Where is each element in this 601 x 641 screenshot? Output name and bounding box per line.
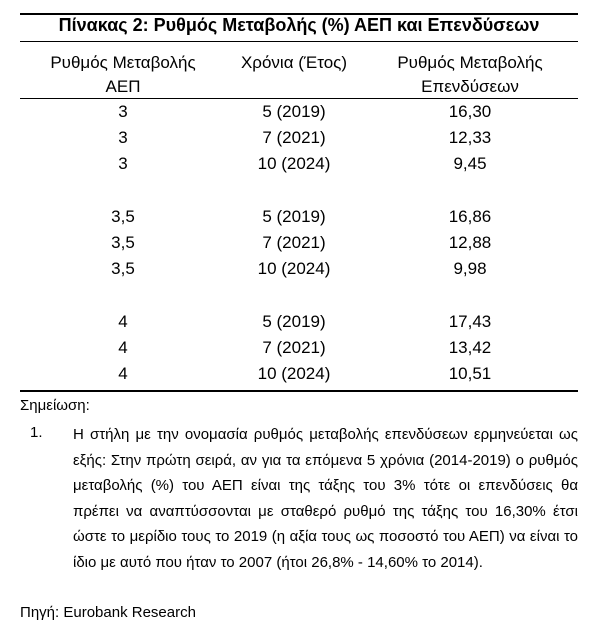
header-investment-growth <box>362 51 578 99</box>
source-line: Πηγή: Eurobank Research <box>20 604 196 621</box>
cell-gdp: 3,5 <box>111 207 135 226</box>
title-bottom-rule <box>20 41 578 42</box>
cell-investment: 16,86 <box>448 207 492 226</box>
cell-investment: 12,88 <box>448 233 492 252</box>
cell-gdp: 3,5 <box>111 233 135 252</box>
notes-heading: Σημείωση: <box>20 397 90 414</box>
table-title: Πίνακας 2: Ρυθμός Μεταβολής (%) ΑΕΠ και Επενδύσεων <box>58 15 540 35</box>
cell-investment: 17,43 <box>448 312 492 331</box>
cell-gdp: 4 <box>118 338 128 357</box>
cell-years: 7 (2021) <box>262 338 326 357</box>
cell-investment: 13,42 <box>448 338 492 357</box>
note-text: Η στήλη με την ονομασία ρυθμός μεταβολής επενδύσεων ερμηνεύεται ως εξής: Στην πρώτη σειρά, αν για τα επόμενα 5 χρόνια (2014-2019) ο ρυθμός μεταβολής (%) του ΑΕΠ είναι της τάξης του 3% τότε οι επενδύσεις θα πρέπει να αναπτύσσονται με σταθερό ρυθμό της τάξης του 16,30% έτσι ώστε το μερίδιο τους το 2019 (η αξία τους ως ποσοστό του ΑΕΠ) να είναι το ίδιο με αυτό που ήταν το 2007 (ήτοι 26,8% - 14,60% το 2014). <box>73 426 578 571</box>
cell-years: 7 (2021) <box>262 128 326 147</box>
cell-gdp: 4 <box>118 312 128 331</box>
cell-investment: 9,45 <box>453 154 487 173</box>
cell-investment: 9,98 <box>453 259 487 278</box>
cell-years: 5 (2019) <box>262 102 326 121</box>
cell-years: 10 (2024) <box>257 364 331 383</box>
cell-gdp: 4 <box>118 364 128 383</box>
cell-years: 10 (2024) <box>257 259 331 278</box>
header-gdp-line-2: ΑΕΠ <box>105 77 141 96</box>
cell-gdp: 3 <box>118 154 128 173</box>
header-years-line-1: Χρόνια (Έτος) <box>240 53 348 72</box>
cell-years: 5 (2019) <box>262 312 326 331</box>
cell-investment: 16,30 <box>448 102 492 121</box>
table-bottom-rule <box>20 390 578 392</box>
header-years <box>226 51 362 75</box>
cell-gdp: 3,5 <box>111 259 135 278</box>
note-number: 1. <box>30 424 43 441</box>
header-gdp-line-1: Ρυθμός Μεταβολής <box>50 53 196 72</box>
cell-years: 10 (2024) <box>257 154 331 173</box>
cell-investment: 12,33 <box>448 128 492 147</box>
header-investment-line-2: Επενδύσεων <box>421 77 519 96</box>
cell-gdp: 3 <box>118 128 128 147</box>
cell-years: 7 (2021) <box>262 233 326 252</box>
cell-investment: 10,51 <box>448 364 492 383</box>
header-investment-line-1: Ρυθμός Μεταβολής <box>397 53 543 72</box>
header-bottom-rule <box>20 98 578 99</box>
cell-gdp: 3 <box>118 102 128 121</box>
cell-years: 5 (2019) <box>262 207 326 226</box>
header-gdp-growth <box>20 51 226 99</box>
